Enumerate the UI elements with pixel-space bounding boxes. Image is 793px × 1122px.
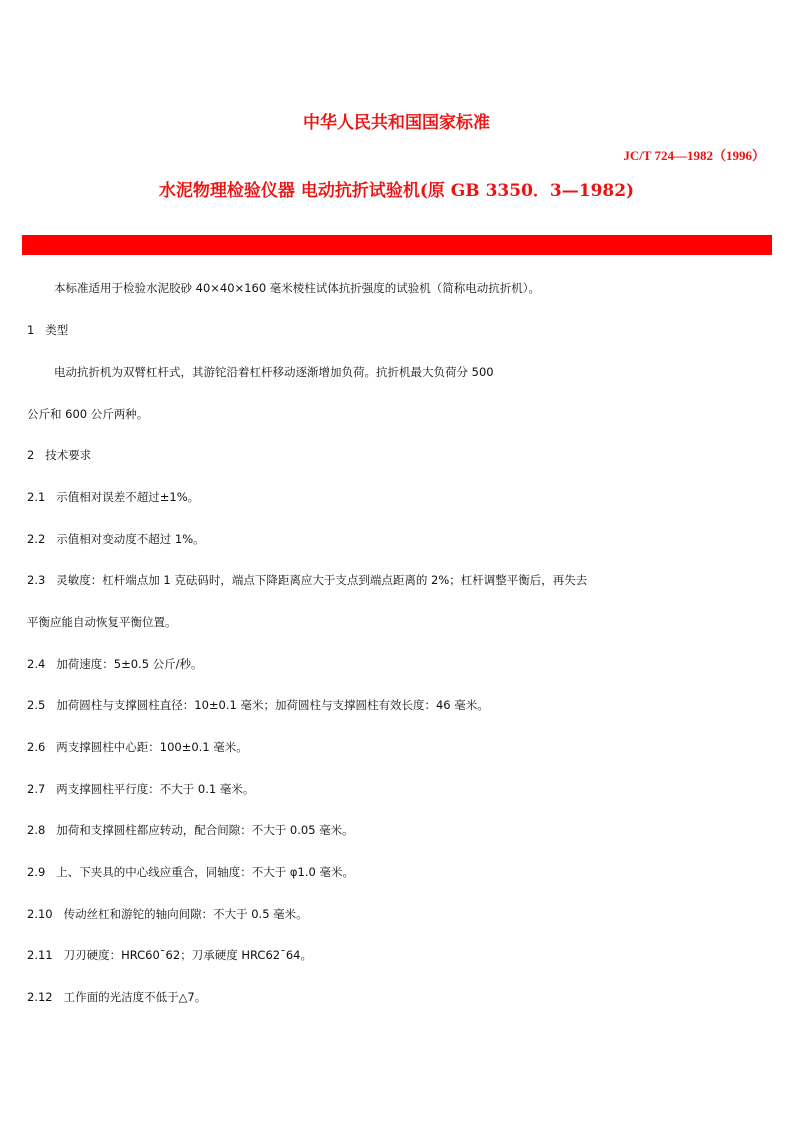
clause-number: 2.9 <box>27 865 46 879</box>
section-number: 1 <box>27 323 35 337</box>
clause-number: 2.11 <box>27 948 53 962</box>
clause-2-3 <box>27 572 587 588</box>
clause-2-5 <box>27 697 489 713</box>
standard-code: JC/T 724—1982（1996） <box>623 148 765 163</box>
clause-number: 2.5 <box>27 698 46 712</box>
clause-2-12 <box>27 989 206 1005</box>
clause-number: 2.1 <box>27 490 46 504</box>
clause-2-4 <box>27 656 203 672</box>
clause-text: 灵敏度：杠杆端点加 1 克砝码时，端点下降距离应大于支点到端点距离的 2%；杠杆调整平衡后，再失去 <box>56 573 588 587</box>
clause-number: 2.10 <box>27 907 53 921</box>
clause-2-1 <box>27 489 199 505</box>
clause-text: 传动丝杠和游铊的轴向间隙：不大于 0.5 毫米。 <box>63 907 308 921</box>
clause-text: 两支撑圆柱中心距：100±0.1 毫米。 <box>56 740 248 754</box>
section-2-heading <box>27 447 91 463</box>
clause-number: 2.8 <box>27 823 46 837</box>
clause-number: 2.4 <box>27 657 46 671</box>
clause-2-10 <box>27 906 308 922</box>
clause-2-2 <box>27 531 205 547</box>
section-title: 技术要求 <box>45 448 92 462</box>
clause-number: 2.7 <box>27 782 46 796</box>
clause-text: 示值相对变动度不超过 1%。 <box>56 532 205 546</box>
clause-text: 示值相对误差不超过±1%。 <box>56 490 200 504</box>
clause-2-9 <box>27 864 354 880</box>
red-divider-bar <box>22 235 772 255</box>
section-1-text-line-2: 公斤和 600 公斤两种。 <box>27 407 149 421</box>
document-title: 水泥物理检验仪器 电动抗折试验机(原 GB 3350．3—1982) <box>158 181 635 201</box>
section-1-text-line-1: 电动抗折机为双臂杠杆式，其游铊沿着杠杆移动逐渐增加负荷。抗折机最大负荷分 500 <box>54 365 494 379</box>
section-1-heading <box>27 322 68 338</box>
section-number: 2 <box>27 448 35 462</box>
clause-text: 加荷圆柱与支撑圆柱直径：10±0.1 毫米；加荷圆柱与支撑圆柱有效长度：46 毫米。 <box>56 698 489 712</box>
clause-text: 加荷速度：5±0.5 公斤/秒。 <box>56 657 203 671</box>
clause-2-6 <box>27 739 248 755</box>
section-title: 类型 <box>45 323 69 337</box>
clause-number: 2.12 <box>27 990 53 1004</box>
clause-text: 加荷和支撑圆柱都应转动，配合间隙：不大于 0.05 毫米。 <box>56 823 354 837</box>
clause-2-7 <box>27 781 254 797</box>
clause-2-8 <box>27 822 354 838</box>
intro-paragraph: 本标准适用于检验水泥胶砂 40×40×160 毫米棱柱试体抗折强度的试验机（简称电动抗折机）。 <box>54 281 541 295</box>
clause-number: 2.6 <box>27 740 46 754</box>
clause-2-3-continued: 平衡应能自动恢复平衡位置。 <box>27 615 177 629</box>
clause-text: 刀刃硬度：HRC60¯62；刀承硬度 HRC62¯64。 <box>63 948 312 962</box>
clause-text: 上、下夹具的中心线应重合，同轴度：不大于 φ1.0 毫米。 <box>56 865 354 879</box>
clause-text: 工作面的光洁度不低于△7。 <box>63 990 207 1004</box>
clause-2-11 <box>27 947 312 963</box>
clause-text: 两支撑圆柱平行度：不大于 0.1 毫米。 <box>56 782 255 796</box>
clause-number: 2.2 <box>27 532 46 546</box>
national-standard-heading: 中华人民共和国国家标准 <box>303 113 490 133</box>
clause-number: 2.3 <box>27 573 46 587</box>
